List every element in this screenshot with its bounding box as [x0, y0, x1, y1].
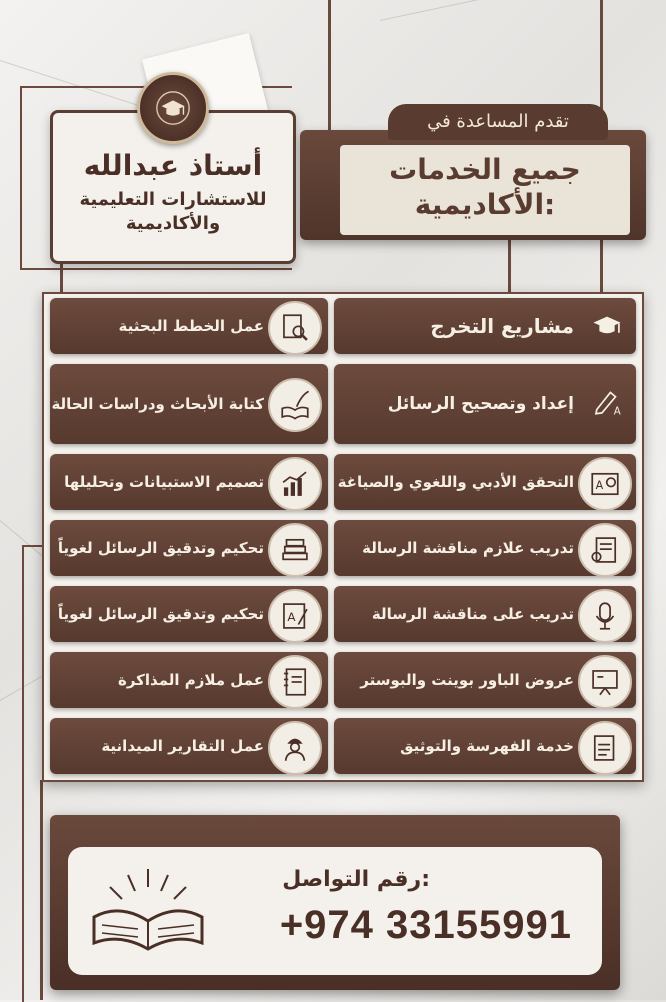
language-check-icon — [578, 457, 632, 511]
service-label: تصميم الاستبيانات وتحليلها — [64, 473, 264, 491]
service-label: تحكيم وتدقيق الرسائل لغوياً — [57, 605, 264, 623]
banner-title-panel — [340, 145, 630, 235]
service-label: كتابة الأبحاث ودراسات الحالة — [51, 395, 264, 413]
service-label: عمل ملازم المذاكرة — [118, 671, 264, 689]
svg-text:A: A — [613, 406, 621, 418]
rail — [508, 240, 511, 300]
books-stack-icon — [268, 523, 322, 577]
notebook-icon — [268, 655, 322, 709]
banner-intro: تقدم المساعدة في — [388, 104, 608, 140]
rail — [328, 0, 331, 130]
phone-number[interactable]: +974 33155991 — [279, 903, 572, 947]
document-seal-icon — [578, 523, 632, 577]
service-label: عروض الباور بوينت والبوستر — [360, 671, 574, 689]
service-item — [50, 520, 328, 576]
service-item — [50, 586, 328, 642]
service-item — [334, 454, 636, 510]
banner-title-line2: الأكاديمية: — [414, 188, 556, 221]
pen-writing-icon — [582, 376, 632, 426]
service-item — [334, 298, 636, 354]
graduation-seal-icon — [137, 72, 209, 144]
service-label: عمل الخطط البحثية — [118, 317, 264, 335]
service-item — [50, 454, 328, 510]
contact-panel — [68, 847, 602, 975]
service-label: التحقق الأدبي واللغوي والصياغة — [337, 473, 574, 491]
presentation-board-icon — [578, 655, 632, 709]
svg-text:A: A — [595, 479, 604, 493]
marble-vein — [380, 0, 654, 21]
frame-line — [22, 545, 44, 1002]
bibliography-icon — [578, 721, 632, 775]
quill-book-icon — [268, 378, 322, 432]
bar-chart-icon — [268, 457, 322, 511]
service-item — [334, 520, 636, 576]
service-label: تدريب علازم مناقشة الرسالة — [362, 539, 574, 557]
service-label: تحكيم وتدقيق الرسائل لغوياً — [57, 539, 264, 557]
service-item — [50, 652, 328, 708]
contact-box — [50, 815, 620, 990]
microphone-icon — [578, 589, 632, 643]
text-edit-icon — [268, 589, 322, 643]
brand-name: أستاذ عبدالله — [83, 149, 263, 182]
banner-title-line1: جميع الخدمات — [389, 153, 581, 186]
service-label: خدمة الفهرسة والتوثيق — [400, 737, 574, 755]
service-item — [334, 718, 636, 774]
service-item — [50, 718, 328, 774]
service-label: مشاريع التخرج — [430, 314, 574, 338]
service-item — [334, 652, 636, 708]
rail — [600, 240, 603, 300]
graduation-cap-icon — [582, 301, 632, 351]
service-label: عمل التقارير الميدانية — [101, 737, 264, 755]
brand-subtitle-line1: للاستشارات التعليمية — [79, 189, 267, 210]
contact-label: رقم التواصل: — [282, 867, 430, 892]
service-label: تدريب على مناقشة الرسالة — [371, 605, 574, 623]
svg-text:A: A — [287, 610, 296, 625]
service-label: إعداد وتصحيح الرسائل — [387, 394, 574, 414]
service-item — [50, 364, 328, 444]
engineer-icon — [268, 721, 322, 775]
services-banner — [300, 130, 646, 240]
brand-subtitle-line2: والأكاديمية — [125, 213, 221, 234]
document-search-icon — [268, 301, 322, 355]
service-item — [50, 298, 328, 354]
service-item — [334, 586, 636, 642]
open-book-icon — [88, 867, 208, 957]
services-panel — [42, 292, 644, 782]
service-item — [334, 364, 636, 444]
